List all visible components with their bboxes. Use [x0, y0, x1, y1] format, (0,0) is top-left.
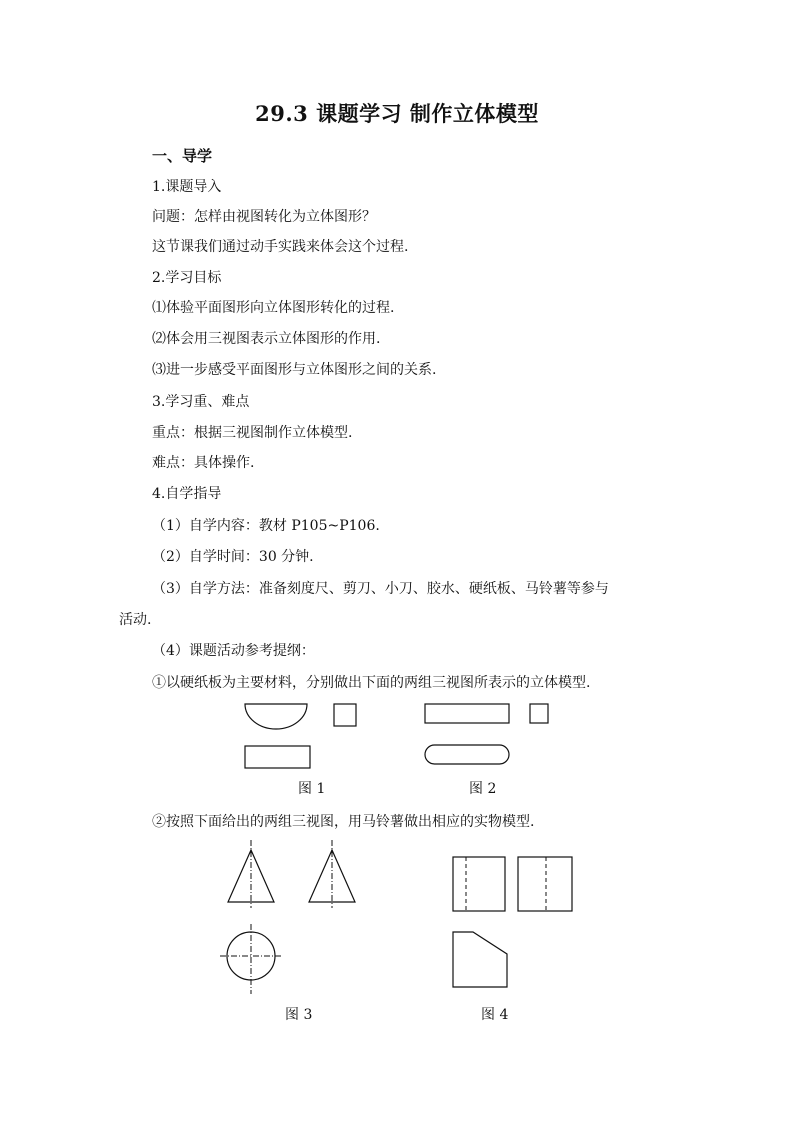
section-heading-guide: 一、导学 [152, 147, 213, 165]
side-view-square [334, 704, 356, 726]
figure-3-three-views [218, 838, 360, 998]
heading-self-study: 4.自学指导 [152, 486, 222, 502]
top-view-pentagon [453, 932, 507, 987]
figure-1-three-views [244, 702, 360, 770]
text-study-item-3-cont: 活动. [119, 612, 152, 628]
text-study-item-4: （4）课题活动参考提纲： [152, 643, 315, 659]
side-view-square [530, 704, 548, 723]
side-view-square [518, 857, 572, 911]
text-task-2: ②按照下面给出的两组三视图，用马铃薯做出相应的实物模型. [152, 814, 535, 830]
text-problem: 问题：怎样由视图转化为立体图形？ [152, 209, 376, 225]
top-view-rounded-rectangle [425, 745, 509, 764]
text-goal-2: ⑵体会用三视图表示立体图形的作用. [152, 331, 381, 347]
top-view-rectangle [245, 746, 310, 768]
figure-1-caption: 图 1 [298, 781, 326, 797]
page-title: 29.3 课题学习 制作立体模型 [255, 101, 539, 126]
front-view-rectangle [425, 704, 509, 723]
front-view-square [453, 857, 505, 911]
figure-4-three-views [450, 855, 576, 991]
figure-2-caption: 图 2 [469, 781, 497, 797]
figure-4-caption: 图 4 [481, 1007, 509, 1023]
text-goal-1: ⑴体验平面图形向立体图形转化的过程. [152, 300, 395, 316]
text-task-1: ①以硬纸板为主要材料，分别做出下面的两组三视图所表示的立体模型. [152, 675, 591, 691]
figure-3-caption: 图 3 [285, 1007, 313, 1023]
text-study-item-3: （3）自学方法：准备刻度尺、剪刀、小刀、胶水、硬纸板、马铃薯等参与 [152, 581, 609, 597]
text-intro: 这节课我们通过动手实践来体会这个过程. [152, 239, 409, 255]
text-goal-3: ⑶进一步感受平面图形与立体图形之间的关系. [152, 362, 437, 378]
heading-learning-goals: 2.学习目标 [152, 270, 222, 286]
text-difficult-point: 难点：具体操作. [152, 455, 255, 471]
text-key-point: 重点：根据三视图制作立体模型. [152, 425, 353, 441]
text-study-item-1: （1）自学内容：教材 P105~P106. [152, 518, 380, 534]
front-view-half-disc [245, 704, 307, 729]
text-study-item-2: （2）自学时间：30 分钟. [152, 549, 314, 565]
figure-2-three-views [424, 702, 552, 768]
heading-topic-intro: 1.课题导入 [152, 179, 222, 195]
heading-key-points: 3.学习重、难点 [152, 394, 250, 410]
